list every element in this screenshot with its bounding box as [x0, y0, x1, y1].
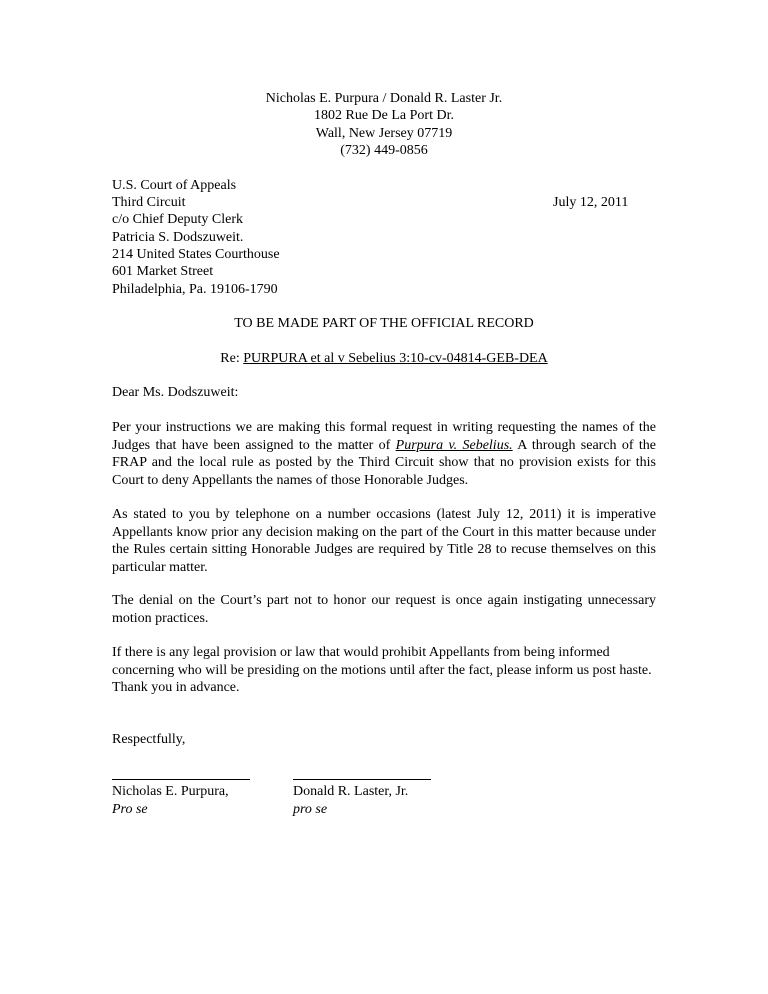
signer-role: Pro se [112, 802, 148, 817]
re-case-number: PURPURA et al v Sebelius 3:10-cv-04814-GEB-DEA [243, 351, 548, 366]
recipient-line: Patricia S. Dodszuweit. [112, 230, 244, 245]
body-paragraph-4: If there is any legal provision or law that would prohibit Appellants from being informed concerning who will be presiding on the motions until after the fact, please inform us post haste. Thank you in advance. [112, 645, 652, 695]
re-prefix: Re: [220, 351, 244, 366]
signer-role: pro se [293, 802, 328, 817]
re-line [0, 350, 768, 367]
record-notice: TO BE MADE PART OF THE OFFICIAL RECORD [234, 316, 534, 331]
recipient-line: c/o Chief Deputy Clerk [112, 212, 244, 227]
body-paragraph-2: As stated to you by telephone on a number occasions (latest July 12, 2011) it is imperative Appellants know prior any decision making on the part of the Court in this matter because under the Rules certain sitting Honorable Judges are required by Title 28 to recuse themselves on this particular matter. [112, 507, 656, 575]
p1-text-start: Per your instructions we are making this formal request in writing requesting the names of the Judges that have been assigned to the matter of [112, 420, 656, 453]
case-name: Purpura v. Sebelius. [395, 437, 513, 453]
letter-date: July 12, 2011 [553, 195, 629, 210]
sender-street: 1802 Rue De La Port Dr. [314, 108, 454, 123]
sender-names: Nicholas E. Purpura / Donald R. Laster Jr. [265, 91, 503, 106]
recipient-line: 601 Market Street [112, 264, 214, 279]
p1-text-end: A through search of the FRAP and the local rule as posted by the Third Circuit show that no provision exists for this Court to deny Appellants the names of those Honorable Judges. [112, 437, 656, 488]
recipient-line: Third Circuit [112, 195, 186, 210]
sender-city: Wall, New Jersey 07719 [315, 126, 453, 141]
sender-phone: (732) 449-0856 [340, 143, 428, 158]
signer-name: Nicholas E. Purpura, [112, 784, 229, 799]
salutation: Dear Ms. Dodszuweit: [112, 385, 239, 400]
recipient-line: Philadelphia, Pa. 19106-1790 [112, 282, 278, 297]
signature-line-1 [112, 779, 250, 780]
signature-line-2 [293, 779, 431, 780]
recipient-line: 214 United States Courthouse [112, 247, 280, 262]
recipient-line: U.S. Court of Appeals [112, 178, 237, 193]
body-paragraph-1 [112, 419, 656, 489]
body-paragraph-3: The denial on the Court’s part not to honor our request is once again instigating unnecessary motion practices. [112, 593, 656, 626]
signer-name: Donald R. Laster, Jr. [293, 784, 409, 799]
closing: Respectfully, [112, 732, 186, 747]
